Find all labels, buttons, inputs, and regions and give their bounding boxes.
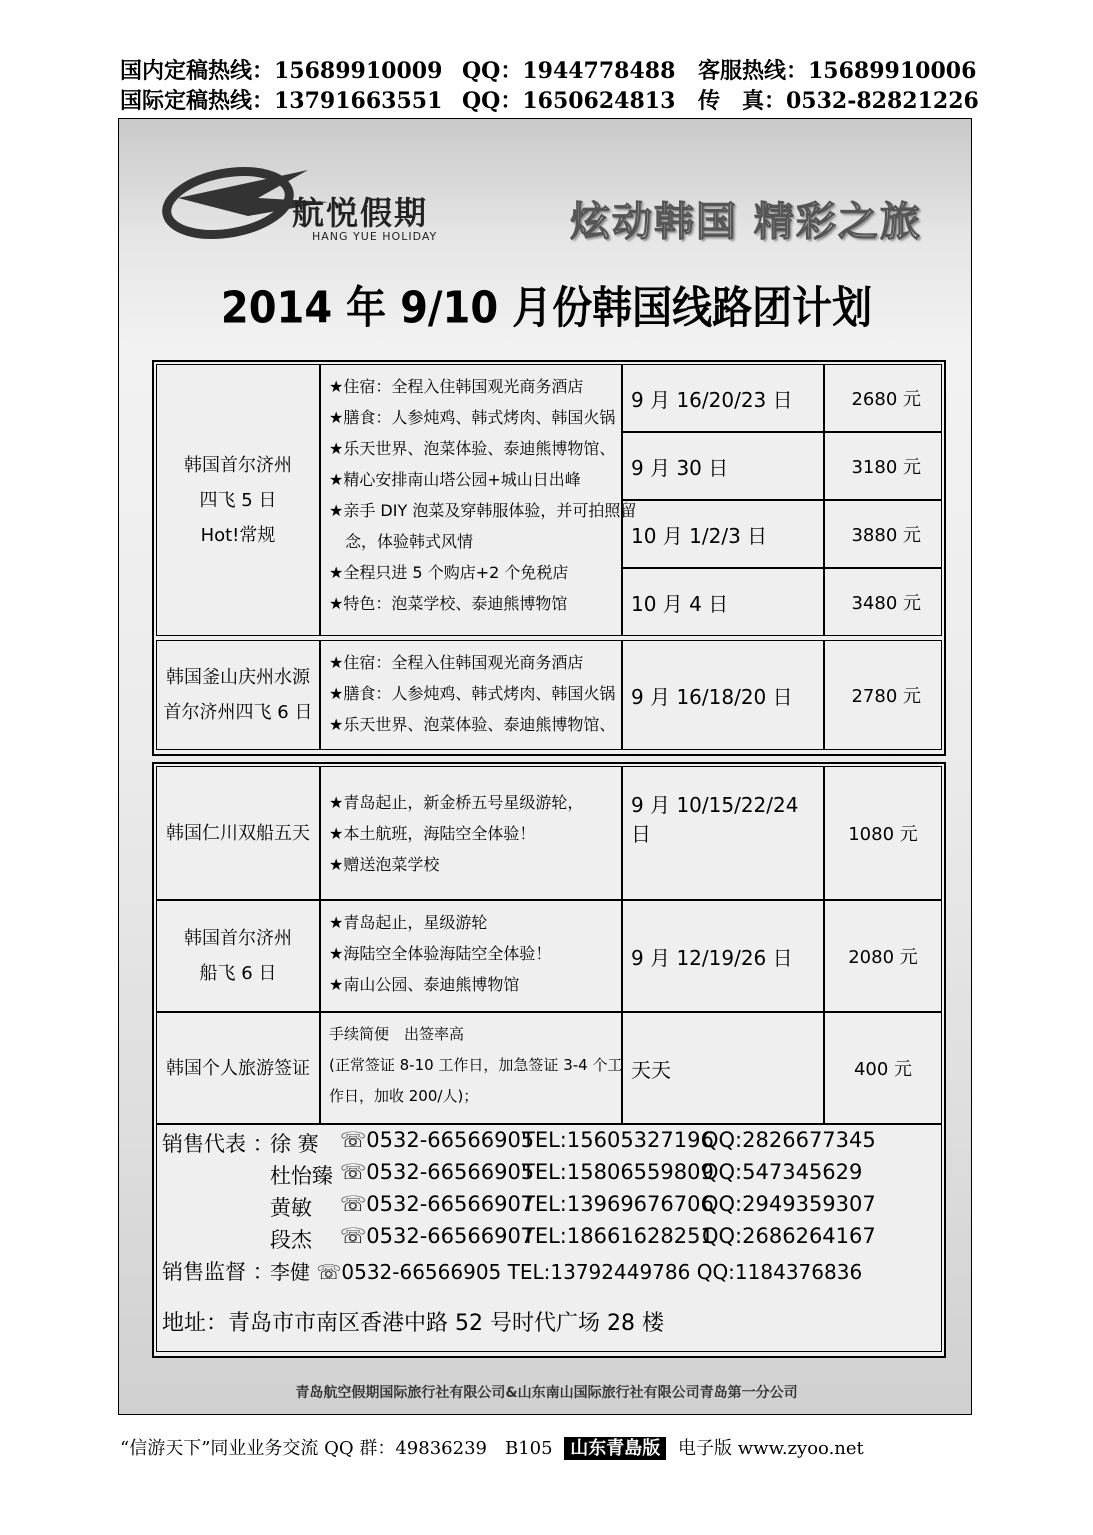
route-cell-4 <box>156 900 320 1012</box>
departure-price: 2680 元 <box>824 364 942 432</box>
departure-price: 3180 元 <box>824 432 942 500</box>
departure-price: 2780 元 <box>824 640 942 750</box>
route-name: 韩国釜山庆州水源 <box>166 667 310 688</box>
feature-item: ★乐天世界、泡菜体验、泰迪熊博物馆、 <box>329 439 616 458</box>
departure-price: 1080 元 <box>824 766 942 900</box>
feature-item: ★住宿：全程入住韩国观光商务酒店 <box>329 377 584 396</box>
feature-item: 作日，加收 200/人)； <box>329 1087 479 1105</box>
feature-item: ★亲手 DIY 泡菜及穿韩服体验，并可拍照留 <box>329 501 637 520</box>
supervisor-label: 销售监督 ： <box>162 1260 274 1284</box>
feature-item: ★青岛起止，星级游轮 <box>329 913 488 932</box>
intl-hotline: 国际定稿热线：13791663551 <box>120 88 443 114</box>
slogan: 炫动韩国 精彩之旅 <box>570 199 922 245</box>
sales-rep-qq: QQ:2686264167 <box>702 1224 876 1248</box>
departure-date: 9 月 16/18/20 日 <box>622 640 824 750</box>
feature-item: ★赠送泡菜学校 <box>329 855 440 874</box>
feature-item: 手续简便 出签率高 <box>329 1025 465 1043</box>
qq-2: QQ：1650624813 <box>462 88 676 114</box>
departure-price: 2080 元 <box>824 900 942 1012</box>
departure-date: 9 月 16/20/23 日 <box>622 364 824 432</box>
sales-rep-tel: TEL:15605327196 <box>522 1128 714 1152</box>
departure-price: 3880 元 <box>824 500 942 568</box>
features-cell-2 <box>320 640 622 750</box>
route-cell-2 <box>156 640 320 750</box>
brand-name-en: HANG YUE HOLIDAY <box>312 230 438 243</box>
departure-date: 10 月 4 日 <box>622 568 824 636</box>
feature-item: ★海陆空全体验海陆空全体验！ <box>329 944 552 963</box>
departure-date: 10 月 1/2/3 日 <box>622 500 824 568</box>
route-duration: 船飞 6 日 <box>199 963 277 984</box>
route-cell-1 <box>156 364 320 636</box>
departure-date: 9 月 12/19/26 日 <box>622 900 824 1012</box>
sales-rep-phone: ☏0532-66566905 <box>340 1128 535 1152</box>
edition-badge: 山东青島版 <box>564 1437 666 1460</box>
features-cell-3 <box>320 766 622 900</box>
route-cell-5 <box>156 1012 320 1124</box>
sales-rep-qq: QQ:2949359307 <box>702 1192 876 1216</box>
supervisor-contact: 李健 ☏0532-66566905 TEL:13792449786 QQ:1184376836 <box>270 1260 863 1284</box>
departure-date: 9 月 30 日 <box>622 432 824 500</box>
brand-name-cn: 航悦假期 <box>292 194 429 232</box>
feature-item: ★本土航班，海陆空全体验！ <box>329 824 536 843</box>
edition-url: 电子版 www.zyoo.net <box>678 1438 864 1459</box>
address: 地址：青岛市市南区香港中路 52 号时代广场 28 楼 <box>162 1311 664 1336</box>
footer-text: “信游天下”同业业务交流 QQ 群：49836239 B105 <box>120 1438 553 1459</box>
sales-rep-phone: ☏0532-66566907 <box>340 1224 535 1248</box>
feature-item: ★乐天世界、泡菜体验、泰迪熊博物馆、 <box>329 715 616 734</box>
departure-date: 天天 <box>622 1012 824 1124</box>
sales-rep-name: 杜怡臻 <box>270 1164 333 1188</box>
footer <box>120 1434 864 1460</box>
sales-rep-name: 段杰 <box>270 1228 312 1252</box>
sales-label: 销售代表 ： <box>162 1132 274 1156</box>
route-duration: 四飞 5 日 <box>199 489 277 511</box>
sales-rep-name: 徐 赛 <box>270 1132 319 1156</box>
feature-item: ★全程只进 5 个购店+2 个免税店 <box>329 563 569 582</box>
departure-date: 9 月 10/15/22/24 日 <box>622 766 824 900</box>
feature-item: ★精心安排南山塔公园+城山日出峰 <box>329 470 581 489</box>
qq-1: QQ：1944778488 <box>462 58 676 84</box>
feature-item: ★特色：泡菜学校、泰迪熊博物馆 <box>329 594 568 613</box>
feature-item: ★南山公园、泰迪熊博物馆 <box>329 975 520 994</box>
route-duration: 首尔济州四飞 6 日 <box>163 702 313 723</box>
service-hotline: 客服热线：15689910006 <box>698 58 977 84</box>
route-cell-3 <box>156 766 320 900</box>
sales-rep-phone: ☏0532-66566905 <box>340 1160 535 1184</box>
departure-price: 3480 元 <box>824 568 942 636</box>
feature-item: ★膳食：人参炖鸡、韩式烤肉、韩国火锅 <box>329 684 616 703</box>
fax: 传 真：0532-82821226 <box>698 88 979 114</box>
sales-rep-qq: QQ:547345629 <box>702 1160 863 1184</box>
route-name: 韩国首尔济州 <box>184 454 292 476</box>
sales-rep-qq: QQ:2826677345 <box>702 1128 876 1152</box>
flight-routes-table <box>152 360 946 756</box>
sales-rep-tel: TEL:18661628251 <box>522 1224 714 1248</box>
company-name: 青岛航空假期国际旅行社有限公司&山东南山国际旅行社有限公司青岛第一分公司 <box>295 1385 798 1401</box>
route-name: 韩国首尔济州 <box>184 928 292 949</box>
feature-item: ★住宿：全程入住韩国观光商务酒店 <box>329 653 584 672</box>
route-tag: Hot!常规 <box>200 524 276 546</box>
sales-rep-phone: ☏0532-66566907 <box>340 1192 535 1216</box>
domestic-hotline: 国内定稿热线：15689910009 <box>120 58 443 84</box>
features-cell-1 <box>320 364 637 636</box>
sales-rep-name: 黄敏 <box>270 1196 312 1220</box>
features-cell-4 <box>320 900 622 1012</box>
feature-item: ★青岛起止，新金桥五号星级游轮， <box>329 793 584 812</box>
page-title: 2014 年 9/10 月份韩国线路团计划 <box>220 283 873 334</box>
feature-item: 念，体验韩式风情 <box>329 532 474 551</box>
feature-item: ★膳食：人参炖鸡、韩式烤肉、韩国火锅 <box>329 408 616 427</box>
sales-rep-tel: TEL:13969676706 <box>522 1192 714 1216</box>
route-name: 韩国仁川双船五天 <box>166 822 310 844</box>
sales-rep-tel: TEL:15806559809 <box>522 1160 714 1184</box>
features-cell-5 <box>320 1012 622 1124</box>
feature-item: (正常签证 8-10 工作日，加急签证 3-4 个工 <box>329 1056 623 1074</box>
route-name: 韩国个人旅游签证 <box>166 1057 310 1079</box>
departure-price: 400 元 <box>824 1012 942 1124</box>
